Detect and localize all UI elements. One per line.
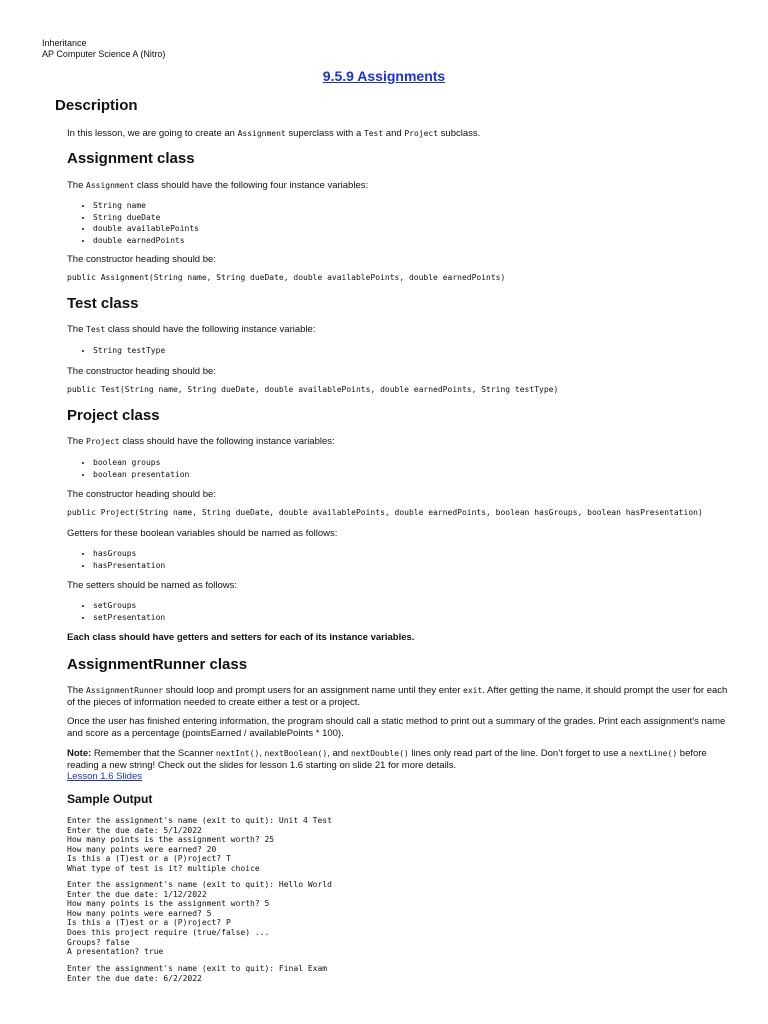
test-class-heading: Test class — [67, 295, 139, 312]
list-item: • setPresentation — [93, 612, 165, 624]
scanner-note: Note: Remember that the Scanner nextInt(), nextBoolean(), and nextDouble() lines only read part of the line. Don’t forget to use a nextLine() before reading a new string! Check out the slides for lesson 1.6 starting on slide 21 for more details. Lesson 1.6 Slides — [67, 748, 707, 782]
assignment-class-heading: Assignment class — [67, 150, 195, 167]
list-item: • double earnedPoints — [93, 235, 199, 247]
list-item: • hasGroups — [93, 548, 165, 560]
lesson-slides-link[interactable]: Lesson 1.6 Slides — [67, 771, 142, 782]
getters-list — [67, 548, 165, 571]
test-class-intro: The Test class should have the following instance variable: — [67, 324, 316, 335]
test-ctor-code: public Test(String name, String dueDate, double availablePoints, double earnedPoints, String testType) — [67, 385, 559, 394]
project-vars-list — [67, 457, 189, 480]
runner-class-heading: AssignmentRunner class — [67, 656, 248, 673]
test-vars-list — [67, 345, 165, 357]
sample-output-heading: Sample Output — [67, 792, 153, 806]
project-class-intro: The Project class should have the following instance variables: — [67, 436, 335, 447]
header-topic: Inheritance — [42, 38, 87, 48]
title-link[interactable]: 9.5.9 Assignments — [322, 68, 446, 84]
list-item: • String dueDate — [93, 212, 199, 224]
course-header — [42, 38, 165, 60]
list-item: • double availablePoints — [93, 223, 199, 235]
sample-output-block-1: Enter the assignment's name (exit to quit): Unit 4 Test Enter the due date: 5/1/2022 How many points is the assignment worth? 25 How many points were earned? 20 Is this a (T)est or a (P)roject? T What type of test is it? multiple choice — [67, 816, 332, 873]
header-course: AP Computer Science A (Nitro) — [42, 49, 166, 59]
getters-setters-note: Each class should have getters and setters for each of its instance variables. — [67, 632, 415, 643]
list-item: • hasPresentation — [93, 560, 165, 572]
project-class-heading: Project class — [67, 407, 160, 424]
description-heading: Description — [55, 97, 138, 114]
setters-label: The setters should be named as follows: — [67, 580, 238, 591]
runner-description: The AssignmentRunner should loop and prompt users for an assignment name until they enter exit. After getting the name, it should prompt the user for each of the pieces of information needed to create either a test or a project. — [67, 685, 728, 708]
list-item: • setGroups — [93, 600, 165, 612]
assignment-vars-list — [67, 200, 199, 246]
page-title — [0, 68, 768, 84]
description-intro: In this lesson, we are going to create an Assignment superclass with a Test and Project subclass. — [67, 128, 481, 139]
sample-output-block-2: Enter the assignment's name (exit to quit): Hello World Enter the due date: 1/12/2022 How many points is the assignment worth? 5 How many points were earned? 5 Is this a (T)est or a (P)roject? P Does this project require (true/false) ... Groups? false A presentation? true — [67, 880, 332, 957]
assignment-class-intro: The Assignment class should have the following four instance variables: — [67, 180, 369, 191]
list-item: • boolean presentation — [93, 469, 189, 481]
sample-output-block-3: Enter the assignment's name (exit to quit): Final Exam Enter the due date: 6/2/2022 — [67, 964, 328, 983]
list-item: • String testType — [93, 345, 165, 357]
project-ctor-label: The constructor heading should be: — [67, 489, 216, 500]
runner-summary: Once the user has finished entering information, the program should call a static method to print out a summary of the grades. Print each assignment’s name and score as a percentage (pointsEarned / availablePoints * 100). — [67, 716, 726, 739]
assignment-ctor-label: The constructor heading should be: — [67, 254, 216, 265]
list-item: • boolean groups — [93, 457, 189, 469]
setters-list — [67, 600, 165, 623]
test-ctor-label: The constructor heading should be: — [67, 366, 216, 377]
assignment-ctor-code: public Assignment(String name, String dueDate, double availablePoints, double earnedPoints) — [67, 273, 506, 282]
getters-label: Getters for these boolean variables should be named as follows: — [67, 528, 338, 539]
list-item: • String name — [93, 200, 199, 212]
project-ctor-code: public Project(String name, String dueDate, double availablePoints, double earnedPoints, boolean hasGroups, boolean hasPresentation) — [67, 508, 703, 517]
